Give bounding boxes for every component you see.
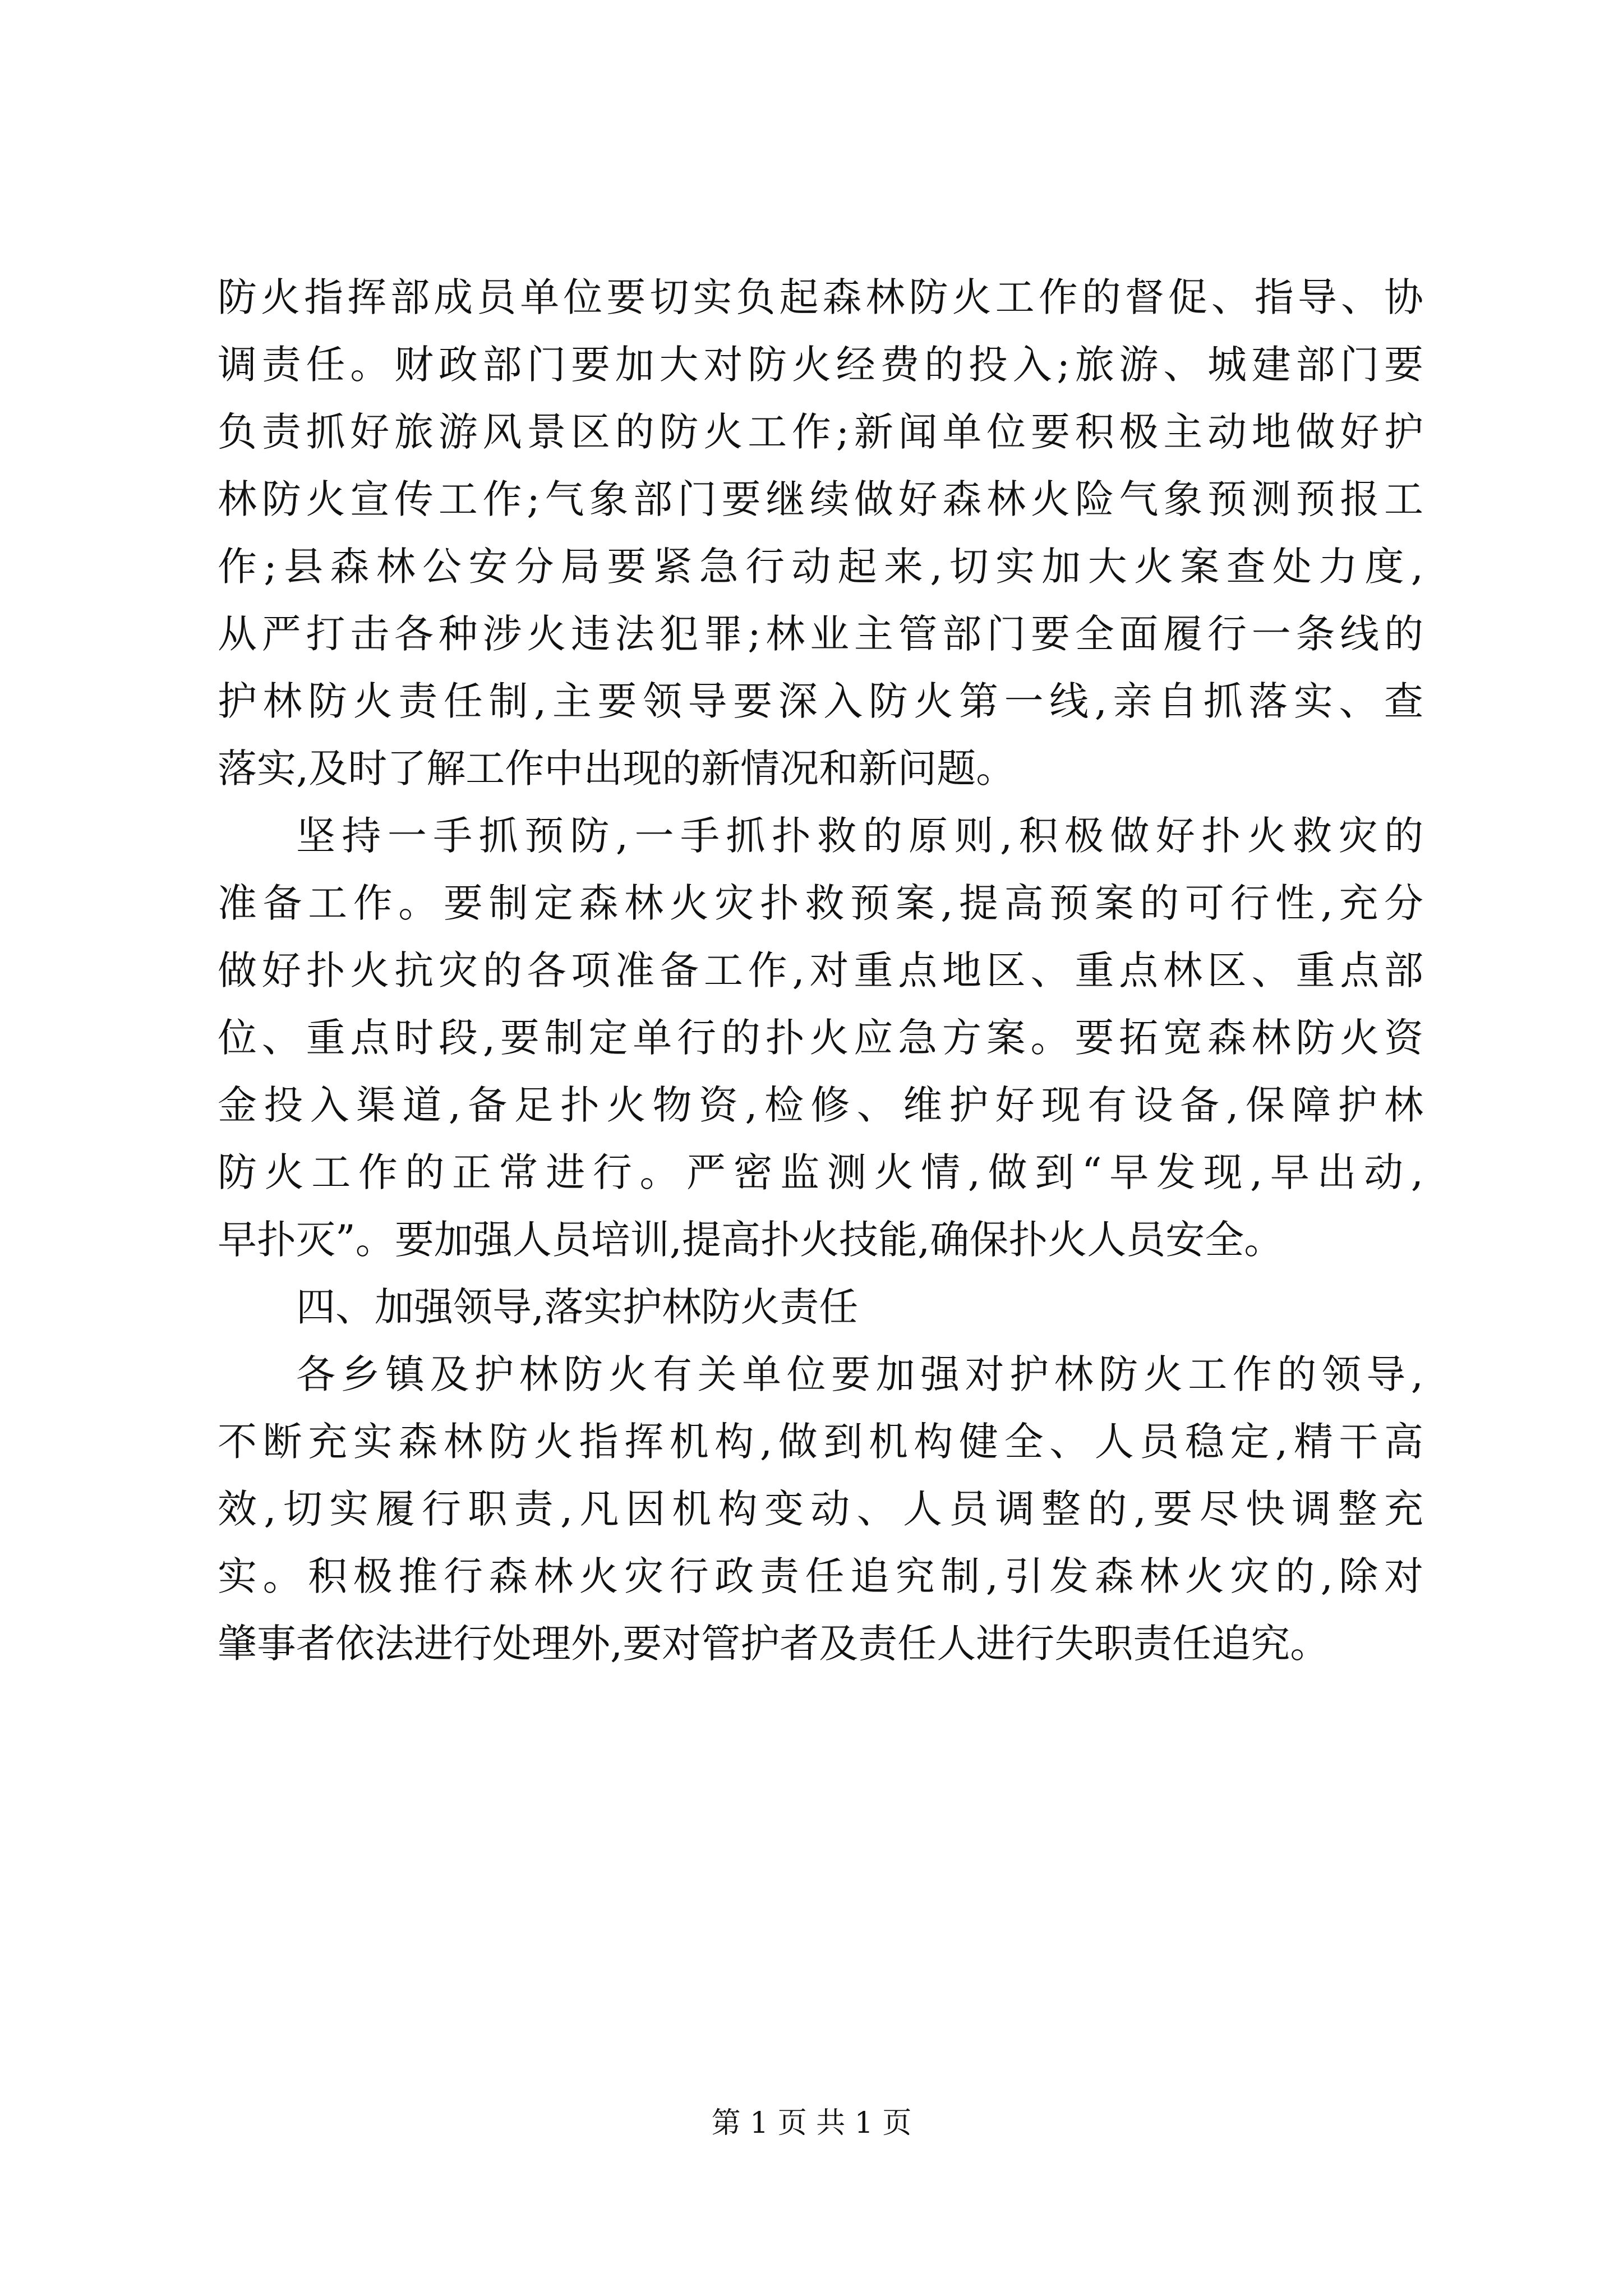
text-line: 效,切实履行职责,凡因机构变动、人员调整的,要尽快调整充 xyxy=(218,1486,1423,1532)
text-line: 林防火宣传工作;气象部门要继续做好森林火险气象预测预报工 xyxy=(218,476,1423,522)
paragraph-strengthen-leadership xyxy=(218,1341,1423,1677)
page-number-footer: 第 1 页 共 1 页 xyxy=(711,2106,912,2140)
text-line: 早扑灭”。要加强人员培训,提高扑火技能,确保扑火人员安全。 xyxy=(218,1217,1284,1263)
section-heading xyxy=(218,1273,1423,1341)
text-line: 作;县森林公安分局要紧急行动起来,切实加大火案查处力度, xyxy=(218,544,1423,590)
text-line: 护林防火责任制,主要领导要深入防火第一线,亲自抓落实、查 xyxy=(218,678,1423,724)
text-line: 各乡镇及护林防火有关单位要加强对护林防火工作的领导, xyxy=(296,1351,1423,1397)
text-line: 防火工作的正常进行。严密监测火情,做到“早发现,早出动, xyxy=(218,1149,1423,1195)
text-line: 准备工作。要制定森林火灾扑救预案,提高预案的可行性,充分 xyxy=(218,880,1423,926)
text-line: 做好扑火抗灾的各项准备工作,对重点地区、重点林区、重点部 xyxy=(218,947,1423,993)
paragraph-prevention-and-suppression xyxy=(218,802,1423,1273)
text-line: 负责抓好旅游风景区的防火工作;新闻单位要积极主动地做好护 xyxy=(218,409,1423,455)
text-line: 落实,及时了解工作中出现的新情况和新问题。 xyxy=(218,746,1016,792)
text-line: 不断充实森林防火指挥机构,做到机构健全、人员稳定,精干高 xyxy=(218,1419,1423,1465)
text-line: 从严打击各种涉火违法犯罪;林业主管部门要全面履行一条线的 xyxy=(218,611,1423,657)
text-line: 坚持一手抓预防,一手抓扑救的原则,积极做好扑火救灾的 xyxy=(296,813,1423,859)
paragraph-fire-command-units xyxy=(218,264,1423,802)
text-line: 金投入渠道,备足扑火物资,检修、维护好现有设备,保障护林 xyxy=(218,1082,1423,1128)
section-heading-text: 四、加强领导,落实护林防火责任 xyxy=(296,1284,859,1330)
text-line: 肇事者依法进行处理外,要对管护者及责任人进行失职责任追究。 xyxy=(218,1621,1330,1667)
text-line: 实。积极推行森林火灾行政责任追究制,引发森林火灾的,除对 xyxy=(218,1553,1423,1599)
document-body xyxy=(218,264,1423,1677)
text-line: 调责任。财政部门要加大对防火经费的投入;旅游、城建部门要 xyxy=(218,342,1423,388)
text-line: 防火指挥部成员单位要切实负起森林防火工作的督促、指导、协 xyxy=(218,274,1423,320)
text-line: 位、重点时段,要制定单行的扑火应急方案。要拓宽森林防火资 xyxy=(218,1015,1423,1061)
